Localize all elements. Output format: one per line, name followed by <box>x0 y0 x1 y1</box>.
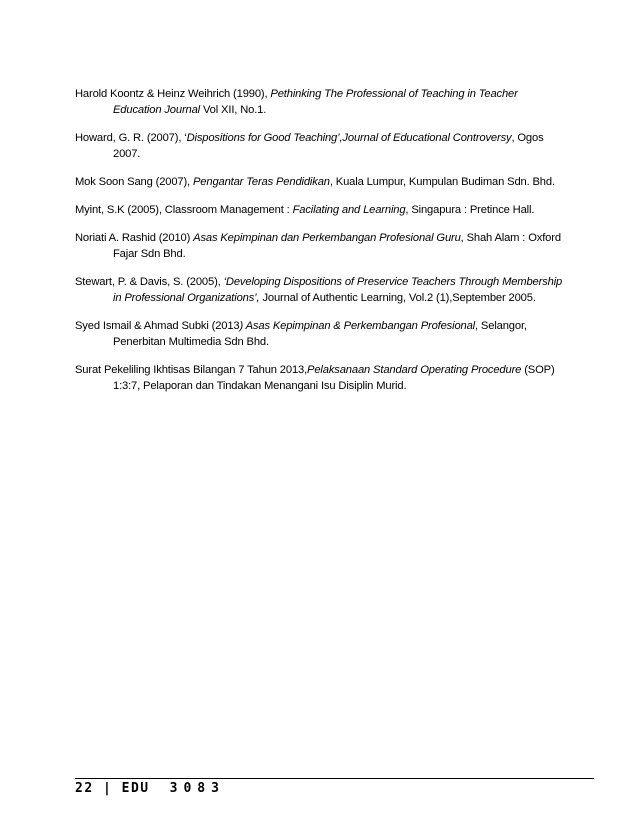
reference-text: Harold Koontz & Heinz Weihrich (1990), <box>75 88 268 100</box>
reference-text: , Singapura : Pretince Hall. <box>405 204 535 216</box>
reference-entry <box>75 318 567 350</box>
reference-title: Pethinking The Professional of Teaching in Teacher Education Journal <box>113 88 518 116</box>
page-footer <box>75 781 225 796</box>
reference-entry <box>75 86 567 118</box>
reference-text: , Kuala Lumpur, Kumpulan Budiman Sdn. Bhd. <box>329 176 555 188</box>
reference-text: Howard, G. R. (2007), ‘ <box>75 132 187 144</box>
reference-title: ) Asas Kepimpinan & Perkembangan Profesional <box>239 320 476 332</box>
reference-text: Journal of Authentic Learning, Vol.2 (1),September 2005. <box>262 292 536 304</box>
reference-title: Facilating and Learning <box>292 204 406 216</box>
reference-text: , Ogos 2007. <box>113 132 544 160</box>
reference-text: Syed Ismail & Ahmad Subki (2013 <box>75 320 240 332</box>
footer-divider <box>75 778 594 779</box>
reference-entry <box>75 202 567 218</box>
reference-entry <box>75 362 567 394</box>
course-code: 3083 <box>169 781 225 796</box>
reference-text: Stewart, P. & Davis, S. (2005), <box>75 276 221 288</box>
reference-title: Asas Kepimpinan dan Perkembangan Profesional Guru <box>193 232 461 244</box>
reference-text: Myint, S.K (2005), Classroom Management : <box>75 204 290 216</box>
reference-text: Surat Pekeliling Ikhtisas Bilangan 7 Tahun 2013, <box>75 364 308 376</box>
reference-text: Mok Soon Sang (2007), <box>75 176 191 188</box>
reference-title: Pelaksanaan Standard Operating Procedure <box>307 364 522 376</box>
reference-entry <box>75 174 567 190</box>
reference-text: Vol XII, No.1. <box>202 104 267 116</box>
reference-text: Noriati A. Rashid (2010) <box>75 232 191 244</box>
reference-text: (SOP) 1:3:7, Pelaporan dan Tindakan Menangani Isu Disiplin Murid. <box>113 364 555 392</box>
reference-text: , Selangor, Penerbitan Multimedia Sdn Bhd. <box>113 320 527 348</box>
reference-list <box>75 86 567 406</box>
reference-title: Dispositions for Good Teaching’,Journal of Educational Controversy <box>186 132 512 144</box>
reference-title: Pengantar Teras Pendidikan <box>192 176 330 188</box>
reference-entry <box>75 230 567 262</box>
reference-text: , Shah Alam : Oxford Fajar Sdn Bhd. <box>113 232 561 260</box>
reference-entry <box>75 130 567 162</box>
reference-title: ‘Developing Dispositions of Preservice Teachers Through Membership in Professional Organizations’, <box>113 276 563 304</box>
page-number: 22 | EDU <box>75 781 150 796</box>
reference-entry <box>75 274 567 306</box>
